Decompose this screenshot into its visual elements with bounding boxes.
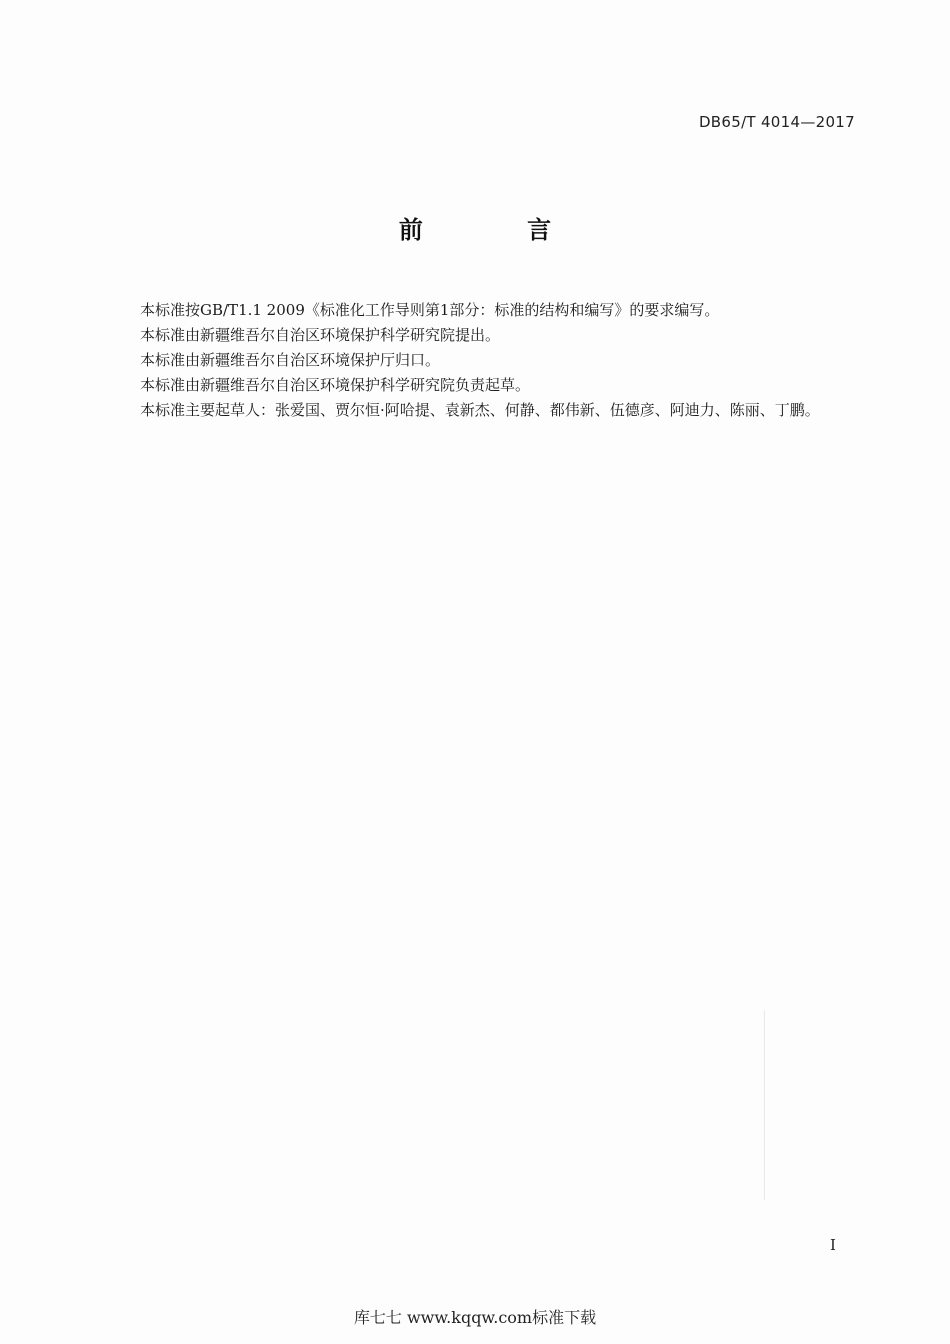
page-number: I bbox=[830, 1236, 836, 1254]
page-title: 前 言 bbox=[398, 216, 600, 244]
paragraph-5: 本标准主要起草人：张爱国、贾尔恒·阿哈提、袁新杰、何静、都伟新、伍德彦、阿迪力、陈丽、丁鹏。 bbox=[140, 401, 820, 419]
paragraph-2: 本标准由新疆维吾尔自治区环境保护科学研究院提出。 bbox=[140, 326, 501, 344]
foreword-body bbox=[110, 298, 860, 423]
paragraph-3: 本标准由新疆维吾尔自治区环境保护厅归口。 bbox=[140, 351, 441, 369]
paragraph-4: 本标准由新疆维吾尔自治区环境保护科学研究院负责起草。 bbox=[140, 376, 531, 394]
scan-artifact-line bbox=[764, 1010, 765, 1200]
paragraph-1: 本标准按GB/T1.1 2009《标准化工作导则第1部分：标准的结构和编写》的要求编写。 bbox=[140, 301, 720, 319]
footer-text: 库七七 www.kqqw.com标准下载 bbox=[353, 1308, 597, 1327]
document-code: DB65/T 4014—2017 bbox=[698, 113, 855, 131]
